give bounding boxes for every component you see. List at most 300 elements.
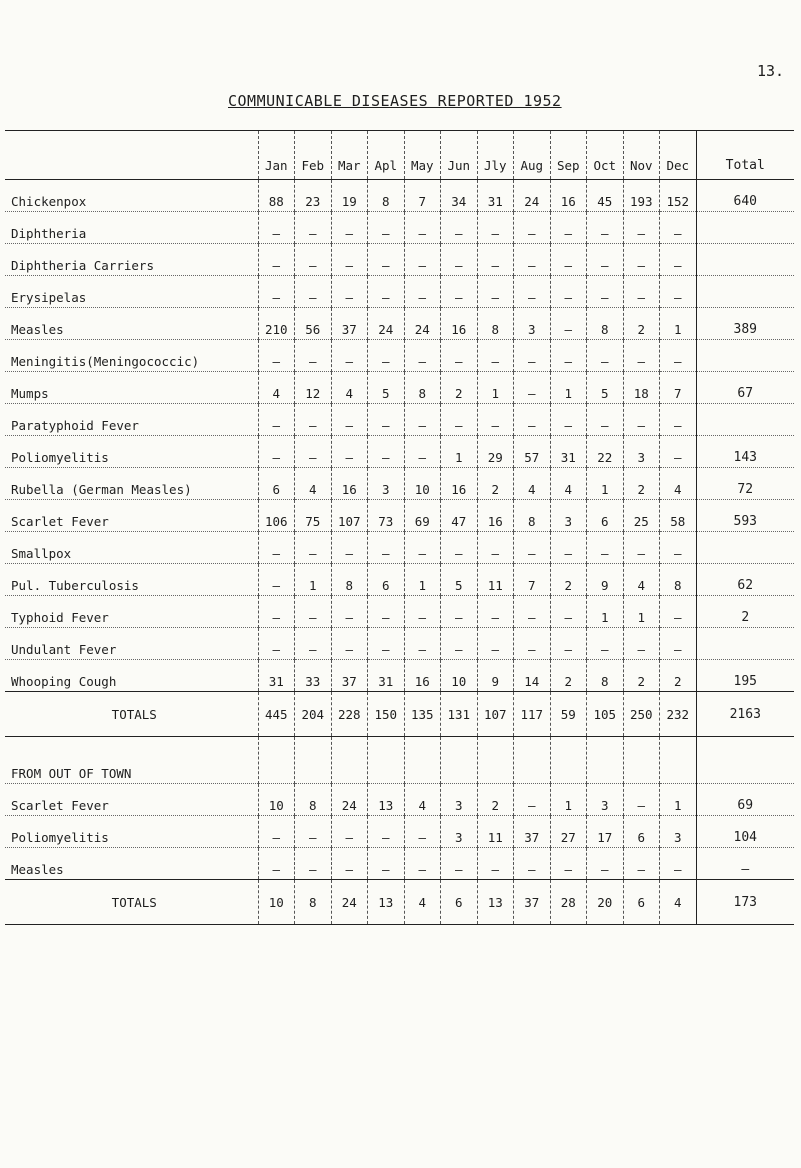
value-cell: –	[368, 436, 405, 468]
value-cell: 24	[404, 308, 441, 340]
row-total: 195	[696, 660, 794, 692]
value-cell: –	[660, 340, 697, 372]
value-cell: –	[660, 404, 697, 436]
row-total: 62	[696, 564, 794, 596]
disease-row	[5, 628, 794, 660]
value-cell: 14	[514, 660, 551, 692]
value-cell: 2	[660, 660, 697, 692]
value-cell: 16	[550, 180, 587, 212]
value-cell: –	[258, 848, 295, 880]
disease-row	[5, 244, 794, 276]
value-cell: –	[550, 404, 587, 436]
value-cell: 59	[550, 692, 587, 737]
value-cell: –	[514, 276, 551, 308]
value-cell: 5	[368, 372, 405, 404]
disease-row	[5, 180, 794, 212]
value-cell: 1	[477, 372, 514, 404]
month-header: May	[404, 131, 441, 180]
out-of-town-totals-row	[5, 880, 794, 925]
value-cell: –	[514, 628, 551, 660]
month-header: Sep	[550, 131, 587, 180]
value-cell: 24	[331, 784, 368, 816]
row-total	[696, 244, 794, 276]
value-cell: 47	[441, 500, 478, 532]
disease-row	[5, 340, 794, 372]
row-label: Typhoid Fever	[5, 596, 258, 628]
value-cell: 24	[331, 880, 368, 925]
value-cell: 152	[660, 180, 697, 212]
row-total: –	[696, 848, 794, 880]
value-cell: –	[514, 212, 551, 244]
value-cell: –	[258, 212, 295, 244]
row-total: 593	[696, 500, 794, 532]
value-cell: 31	[550, 436, 587, 468]
value-cell: –	[331, 848, 368, 880]
value-cell: –	[331, 212, 368, 244]
value-cell: 3	[660, 816, 697, 848]
value-cell: –	[477, 628, 514, 660]
value-cell: 250	[623, 692, 660, 737]
value-cell: 106	[258, 500, 295, 532]
empty-cell	[295, 737, 332, 784]
value-cell: 4	[404, 784, 441, 816]
value-cell: 16	[477, 500, 514, 532]
row-label: Scarlet Fever	[5, 500, 258, 532]
disease-row	[5, 564, 794, 596]
value-cell: 131	[441, 692, 478, 737]
value-cell: –	[404, 212, 441, 244]
value-cell: 2	[550, 660, 587, 692]
value-cell: –	[258, 340, 295, 372]
value-cell: 75	[295, 500, 332, 532]
value-cell: –	[587, 404, 624, 436]
value-cell: 193	[623, 180, 660, 212]
value-cell: 8	[587, 660, 624, 692]
value-cell: –	[514, 596, 551, 628]
value-cell: –	[258, 244, 295, 276]
value-cell: –	[441, 244, 478, 276]
value-cell: –	[368, 596, 405, 628]
value-cell: –	[587, 340, 624, 372]
value-cell: 8	[404, 372, 441, 404]
value-cell: –	[368, 244, 405, 276]
value-cell: 1	[295, 564, 332, 596]
value-cell: 9	[587, 564, 624, 596]
value-cell: –	[258, 532, 295, 564]
value-cell: 6	[623, 816, 660, 848]
month-header: Apl	[368, 131, 405, 180]
value-cell: 1	[587, 596, 624, 628]
out-of-town-row	[5, 816, 794, 848]
value-cell: 17	[587, 816, 624, 848]
value-cell: –	[441, 404, 478, 436]
row-label: Diphtheria Carriers	[5, 244, 258, 276]
value-cell: 88	[258, 180, 295, 212]
value-cell: –	[331, 596, 368, 628]
out-of-town-row	[5, 848, 794, 880]
value-cell: –	[441, 596, 478, 628]
value-cell: –	[368, 276, 405, 308]
value-cell: 1	[587, 468, 624, 500]
table-body	[5, 180, 794, 925]
value-cell: 20	[587, 880, 624, 925]
value-cell: 31	[368, 660, 405, 692]
row-total: 72	[696, 468, 794, 500]
value-cell: 11	[477, 564, 514, 596]
value-cell: –	[295, 276, 332, 308]
disease-row	[5, 372, 794, 404]
value-cell: –	[623, 244, 660, 276]
value-cell: –	[331, 340, 368, 372]
value-cell: –	[660, 244, 697, 276]
value-cell: –	[550, 244, 587, 276]
value-cell: –	[258, 628, 295, 660]
value-cell: 8	[477, 308, 514, 340]
value-cell: 210	[258, 308, 295, 340]
value-cell: 107	[331, 500, 368, 532]
empty-cell	[623, 737, 660, 784]
value-cell: 3	[441, 784, 478, 816]
row-total: 2163	[696, 692, 794, 737]
value-cell: 23	[295, 180, 332, 212]
value-cell: –	[441, 848, 478, 880]
disease-row	[5, 500, 794, 532]
value-cell: –	[295, 532, 332, 564]
value-cell: –	[623, 848, 660, 880]
value-cell: –	[550, 532, 587, 564]
disease-row	[5, 596, 794, 628]
value-cell: 25	[623, 500, 660, 532]
value-cell: 8	[514, 500, 551, 532]
value-cell: 204	[295, 692, 332, 737]
value-cell: –	[477, 276, 514, 308]
value-cell: –	[477, 212, 514, 244]
month-header: Jan	[258, 131, 295, 180]
value-cell: 24	[514, 180, 551, 212]
value-cell: –	[550, 596, 587, 628]
value-cell: –	[441, 340, 478, 372]
empty-cell	[404, 737, 441, 784]
row-label: Rubella (German Measles)	[5, 468, 258, 500]
value-cell: –	[477, 244, 514, 276]
empty-cell	[331, 737, 368, 784]
value-cell: 2	[623, 308, 660, 340]
value-cell: 3	[368, 468, 405, 500]
empty-cell	[696, 737, 794, 784]
value-cell: 37	[514, 816, 551, 848]
value-cell: –	[331, 628, 368, 660]
value-cell: 228	[331, 692, 368, 737]
row-label: Meningitis(Meningococcic)	[5, 340, 258, 372]
value-cell: –	[295, 404, 332, 436]
value-cell: 13	[368, 880, 405, 925]
row-label: Mumps	[5, 372, 258, 404]
value-cell: 4	[331, 372, 368, 404]
value-cell: –	[587, 628, 624, 660]
value-cell: –	[331, 532, 368, 564]
value-cell: –	[258, 564, 295, 596]
value-cell: 8	[368, 180, 405, 212]
value-cell: –	[404, 596, 441, 628]
value-cell: –	[477, 532, 514, 564]
value-cell: 3	[623, 436, 660, 468]
value-cell: –	[550, 340, 587, 372]
value-cell: 445	[258, 692, 295, 737]
value-cell: 10	[404, 468, 441, 500]
value-cell: 31	[477, 180, 514, 212]
value-cell: 105	[587, 692, 624, 737]
value-cell: –	[623, 532, 660, 564]
row-total	[696, 404, 794, 436]
value-cell: –	[368, 340, 405, 372]
value-cell: –	[368, 404, 405, 436]
value-cell: 13	[368, 784, 405, 816]
value-cell: 34	[441, 180, 478, 212]
value-cell: –	[514, 848, 551, 880]
value-cell: 4	[295, 468, 332, 500]
disease-row	[5, 660, 794, 692]
value-cell: 10	[258, 880, 295, 925]
value-cell: –	[331, 436, 368, 468]
value-cell: 1	[550, 784, 587, 816]
value-cell: 8	[295, 880, 332, 925]
value-cell: 1	[550, 372, 587, 404]
value-cell: 37	[514, 880, 551, 925]
disease-row	[5, 212, 794, 244]
value-cell: –	[331, 404, 368, 436]
row-total	[696, 628, 794, 660]
value-cell: 2	[441, 372, 478, 404]
row-label: Scarlet Fever	[5, 784, 258, 816]
value-cell: –	[295, 816, 332, 848]
value-cell: 117	[514, 692, 551, 737]
value-cell: 9	[477, 660, 514, 692]
row-label: Poliomyelitis	[5, 816, 258, 848]
value-cell: 3	[550, 500, 587, 532]
disease-row	[5, 308, 794, 340]
value-cell: 7	[660, 372, 697, 404]
out-of-town-heading-row	[5, 737, 794, 784]
value-cell: –	[587, 532, 624, 564]
row-total	[696, 212, 794, 244]
row-total	[696, 340, 794, 372]
value-cell: 18	[623, 372, 660, 404]
value-cell: –	[258, 596, 295, 628]
value-cell: –	[368, 628, 405, 660]
header-blank-cell	[5, 131, 258, 180]
value-cell: –	[404, 436, 441, 468]
value-cell: 4	[404, 880, 441, 925]
value-cell: 6	[368, 564, 405, 596]
month-header: Jly	[477, 131, 514, 180]
disease-row	[5, 404, 794, 436]
value-cell: –	[623, 404, 660, 436]
value-cell: 7	[404, 180, 441, 212]
value-cell: 107	[477, 692, 514, 737]
disease-row	[5, 436, 794, 468]
value-cell: 1	[660, 308, 697, 340]
value-cell: 22	[587, 436, 624, 468]
value-cell: –	[404, 628, 441, 660]
value-cell: –	[587, 276, 624, 308]
value-cell: –	[514, 372, 551, 404]
row-total: 104	[696, 816, 794, 848]
value-cell: 57	[514, 436, 551, 468]
value-cell: 37	[331, 660, 368, 692]
value-cell: 19	[331, 180, 368, 212]
row-total: 389	[696, 308, 794, 340]
value-cell: 6	[441, 880, 478, 925]
value-cell: 1	[660, 784, 697, 816]
value-cell: –	[295, 340, 332, 372]
value-cell: –	[404, 276, 441, 308]
value-cell: –	[404, 244, 441, 276]
value-cell: 2	[623, 468, 660, 500]
value-cell: 4	[550, 468, 587, 500]
value-cell: –	[477, 596, 514, 628]
value-cell: –	[441, 276, 478, 308]
value-cell: 13	[477, 880, 514, 925]
value-cell: –	[295, 848, 332, 880]
value-cell: –	[660, 436, 697, 468]
value-cell: 10	[258, 784, 295, 816]
value-cell: –	[295, 244, 332, 276]
month-header: Aug	[514, 131, 551, 180]
value-cell: –	[295, 596, 332, 628]
value-cell: –	[331, 276, 368, 308]
value-cell: –	[660, 276, 697, 308]
value-cell: 2	[623, 660, 660, 692]
value-cell: –	[295, 436, 332, 468]
value-cell: –	[258, 436, 295, 468]
out-of-town-row	[5, 784, 794, 816]
value-cell: 16	[441, 308, 478, 340]
value-cell: 28	[550, 880, 587, 925]
row-label: Undulant Fever	[5, 628, 258, 660]
row-label: Whooping Cough	[5, 660, 258, 692]
row-total: 69	[696, 784, 794, 816]
value-cell: –	[587, 848, 624, 880]
value-cell: –	[514, 404, 551, 436]
value-cell: 37	[331, 308, 368, 340]
value-cell: 16	[441, 468, 478, 500]
value-cell: –	[258, 276, 295, 308]
value-cell: –	[660, 628, 697, 660]
row-total: 2	[696, 596, 794, 628]
value-cell: –	[404, 340, 441, 372]
value-cell: 6	[258, 468, 295, 500]
row-total	[696, 276, 794, 308]
value-cell: 4	[623, 564, 660, 596]
value-cell: 4	[660, 468, 697, 500]
value-cell: –	[550, 212, 587, 244]
value-cell: –	[368, 848, 405, 880]
empty-cell	[587, 737, 624, 784]
row-label: Chickenpox	[5, 180, 258, 212]
empty-cell	[660, 737, 697, 784]
row-total: 143	[696, 436, 794, 468]
value-cell: –	[623, 628, 660, 660]
value-cell: 16	[404, 660, 441, 692]
value-cell: 1	[404, 564, 441, 596]
value-cell: –	[623, 784, 660, 816]
month-header: Feb	[295, 131, 332, 180]
value-cell: –	[514, 784, 551, 816]
value-cell: –	[441, 628, 478, 660]
value-cell: –	[550, 848, 587, 880]
value-cell: 5	[441, 564, 478, 596]
value-cell: 8	[331, 564, 368, 596]
value-cell: 4	[660, 880, 697, 925]
value-cell: 27	[550, 816, 587, 848]
value-cell: 16	[331, 468, 368, 500]
value-cell: 33	[295, 660, 332, 692]
row-label: Smallpox	[5, 532, 258, 564]
value-cell: –	[660, 212, 697, 244]
value-cell: 8	[295, 784, 332, 816]
value-cell: 2	[477, 784, 514, 816]
total-header: Total	[696, 131, 794, 180]
value-cell: –	[477, 404, 514, 436]
value-cell: –	[660, 532, 697, 564]
page-number: 13.	[757, 62, 785, 80]
value-cell: 69	[404, 500, 441, 532]
value-cell: –	[368, 212, 405, 244]
value-cell: 1	[441, 436, 478, 468]
value-cell: –	[295, 212, 332, 244]
value-cell: –	[514, 340, 551, 372]
value-cell: 2	[477, 468, 514, 500]
value-cell: –	[587, 244, 624, 276]
value-cell: –	[404, 404, 441, 436]
value-cell: 12	[295, 372, 332, 404]
value-cell: 3	[587, 784, 624, 816]
value-cell: –	[404, 848, 441, 880]
disease-row	[5, 276, 794, 308]
value-cell: 232	[660, 692, 697, 737]
month-header: Oct	[587, 131, 624, 180]
value-cell: 6	[623, 880, 660, 925]
value-cell: –	[623, 276, 660, 308]
row-label: Erysipelas	[5, 276, 258, 308]
row-label: Poliomyelitis	[5, 436, 258, 468]
row-total: 67	[696, 372, 794, 404]
value-cell: –	[368, 532, 405, 564]
row-label: Diphtheria	[5, 212, 258, 244]
value-cell: 3	[441, 816, 478, 848]
empty-cell	[514, 737, 551, 784]
row-total	[696, 532, 794, 564]
value-cell: 31	[258, 660, 295, 692]
value-cell: 1	[623, 596, 660, 628]
value-cell: 8	[587, 308, 624, 340]
value-cell: –	[258, 404, 295, 436]
value-cell: 3	[514, 308, 551, 340]
value-cell: –	[404, 816, 441, 848]
value-cell: –	[441, 212, 478, 244]
value-cell: –	[550, 308, 587, 340]
value-cell: 135	[404, 692, 441, 737]
value-cell: 6	[587, 500, 624, 532]
value-cell: 73	[368, 500, 405, 532]
value-cell: –	[660, 848, 697, 880]
section-heading: FROM OUT OF TOWN	[5, 737, 258, 784]
month-header: Mar	[331, 131, 368, 180]
diseases-table	[5, 130, 794, 925]
value-cell: 11	[477, 816, 514, 848]
value-cell: –	[477, 340, 514, 372]
value-cell: 29	[477, 436, 514, 468]
